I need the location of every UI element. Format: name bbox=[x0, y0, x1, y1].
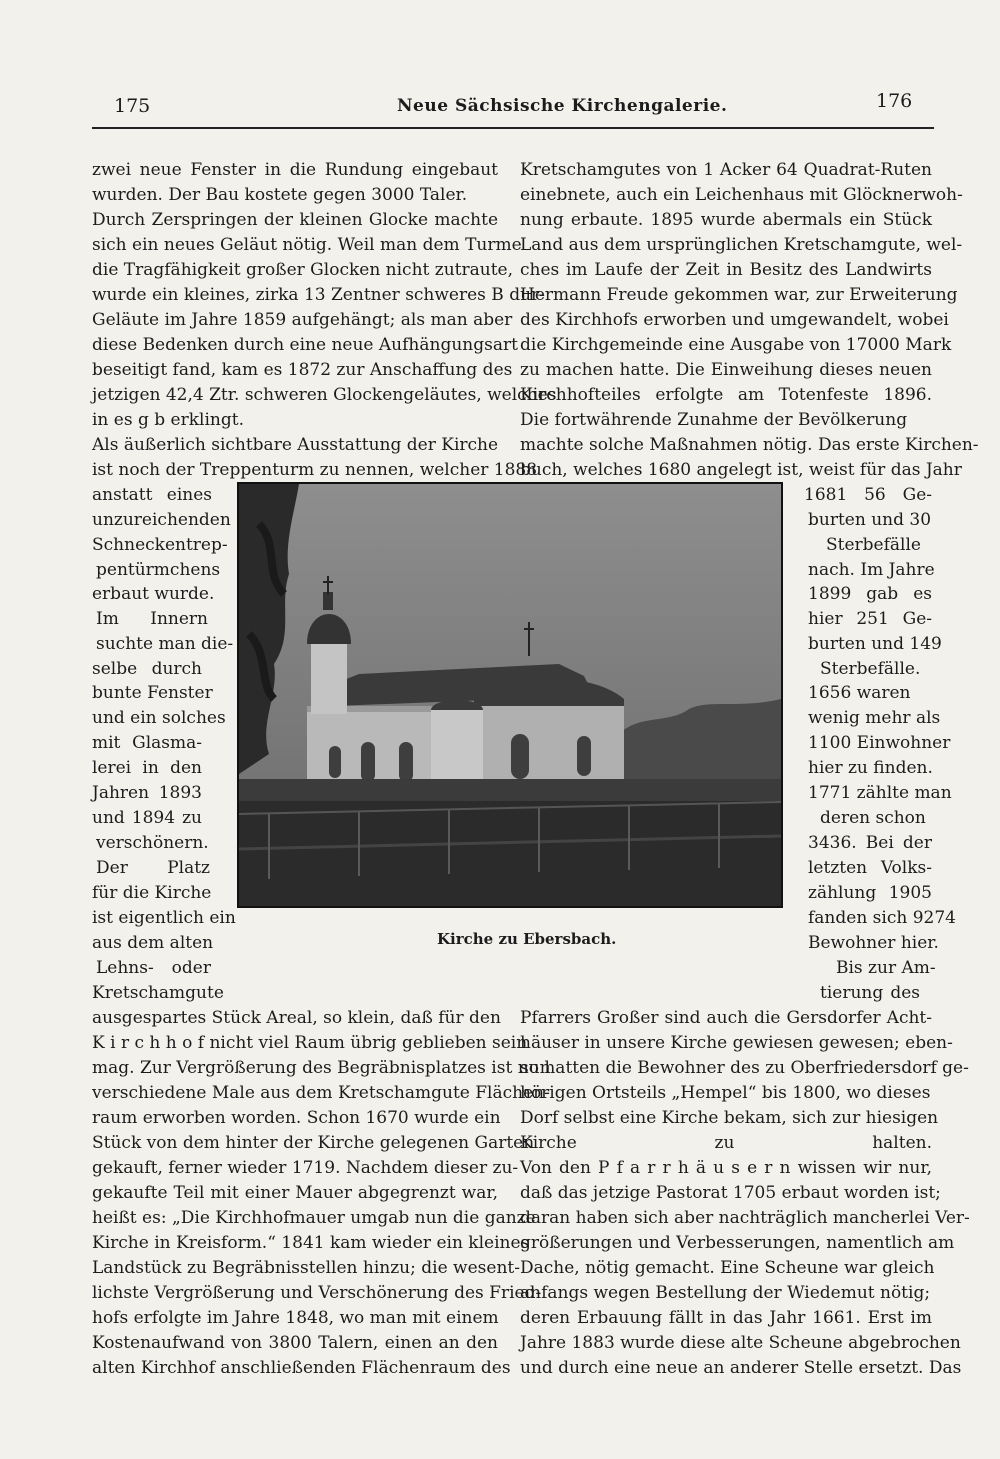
text-line: diese Bedenken durch eine neue Aufhängungsart bbox=[92, 335, 518, 355]
text-line: Sterbefälle. bbox=[820, 659, 921, 679]
text-line: tierung des bbox=[820, 983, 920, 1003]
text-line: selbe durch bbox=[92, 659, 202, 679]
text-line: 1656 waren bbox=[808, 683, 911, 703]
text-line: lichste Vergrößerung und Verschönerung des Fried- bbox=[92, 1283, 542, 1303]
text-line: lerei in den bbox=[92, 758, 202, 778]
text-line: fanden sich 9274 bbox=[808, 908, 956, 928]
text-line: 1899 gab es bbox=[808, 584, 932, 604]
text-line: hörigen Ortsteils „Hempel“ bis 1800, wo dieses bbox=[520, 1083, 931, 1103]
text-line: deren schon bbox=[820, 808, 926, 828]
text-line: burten und 30 bbox=[808, 510, 932, 530]
text-line: Geläute im Jahre 1859 aufgehängt; als man aber bbox=[92, 310, 513, 330]
page-number-right: 176 bbox=[876, 90, 913, 112]
text-line: und ein solches bbox=[92, 708, 226, 728]
text-line: verschönern. bbox=[96, 833, 209, 853]
text-line: zwei neue Fenster in die Rundung eingebaut bbox=[92, 160, 498, 180]
text-line: verschiedene Male aus dem Kretschamgute Flächen- bbox=[92, 1083, 550, 1103]
text-line: in es g b erklingt. bbox=[92, 410, 244, 430]
text-line: Kretschamgute bbox=[92, 983, 224, 1003]
page-number-left: 175 bbox=[114, 95, 151, 117]
text-line: Im Innern bbox=[96, 609, 208, 629]
text-line: Schneckentrep- bbox=[92, 535, 228, 555]
text-line: Kirchhofteiles erfolgte am Totenfeste 1896. bbox=[520, 385, 932, 405]
text-line: buch, welches 1680 angelegt ist, weist für das Jahr bbox=[520, 460, 962, 480]
text-line: Kirche zu halten. bbox=[520, 1133, 932, 1153]
text-line: Sterbefälle bbox=[826, 535, 921, 555]
text-line: und durch eine neue an anderer Stelle ersetzt. Das bbox=[520, 1358, 962, 1378]
text-line: 1681 56 Ge- bbox=[804, 485, 932, 505]
text-line: Jahren 1893 bbox=[92, 783, 202, 803]
text-line: Land aus dem ursprünglichen Kretschamgute, wel- bbox=[520, 235, 963, 255]
text-line: anfangs wegen Bestellung der Wiedemut nötig; bbox=[520, 1283, 931, 1303]
text-line: jetzigen 42,4 Ztr. schweren Glockengeläutes, welches bbox=[92, 385, 557, 405]
text-line: daß das jetzige Pastorat 1705 erbaut worden ist; bbox=[520, 1183, 941, 1203]
text-line: sich ein neues Geläut nötig. Weil man dem Turme bbox=[92, 235, 522, 255]
text-line: zu machen hatte. Die Einweihung dieses neuen bbox=[520, 360, 932, 380]
text-line: so hatten die Bewohner des zu Oberfriedersdorf ge- bbox=[520, 1058, 969, 1078]
text-line: Kostenaufwand von 3800 Talern, einen an den bbox=[92, 1333, 498, 1353]
text-line: hier 251 Ge- bbox=[808, 609, 932, 629]
text-line: Bewohner hier. bbox=[808, 933, 939, 953]
text-line: für die Kirche bbox=[92, 883, 212, 903]
text-line: alten Kirchhof anschließenden Flächenraum des bbox=[92, 1358, 511, 1378]
text-line: Lehns- oder bbox=[96, 958, 211, 978]
text-line: wenig mehr als bbox=[808, 708, 941, 728]
text-line: mag. Zur Vergrößerung des Begräbnisplatzes ist nun bbox=[92, 1058, 551, 1078]
text-line: Der Platz bbox=[96, 858, 210, 878]
text-line: nach. Im Jahre bbox=[808, 560, 935, 580]
text-line: einebnete, auch ein Leichenhaus mit Glöcknerwoh- bbox=[520, 185, 963, 205]
text-line: bunte Fenster bbox=[92, 683, 213, 703]
text-line: Dache, nötig gemacht. Eine Scheune war gleich bbox=[520, 1258, 935, 1278]
text-line: aus dem alten bbox=[92, 933, 214, 953]
text-line: deren Erbauung fällt in das Jahr 1661. Erst im bbox=[520, 1308, 932, 1328]
text-line: gekaufte Teil mit einer Mauer abgegrenzt war, bbox=[92, 1183, 498, 1203]
text-line: suchte man die- bbox=[96, 634, 234, 654]
text-line: ausgespartes Stück Areal, so klein, daß für den bbox=[92, 1008, 501, 1028]
text-line: burten und 149 bbox=[808, 634, 942, 654]
text-line: pentürmchens bbox=[96, 560, 221, 580]
text-line: Von den P f a r r h ä u s e r n wissen wir nur, bbox=[520, 1158, 932, 1178]
text-line: ches im Laufe der Zeit in Besitz des Landwirts bbox=[520, 260, 932, 280]
text-line: zählung 1905 bbox=[808, 883, 932, 903]
text-line: Stück von dem hinter der Kirche gelegenen Garten bbox=[92, 1133, 535, 1153]
text-line: heißt es: „Die Kirchhofmauer umgab nun die ganze bbox=[92, 1208, 536, 1228]
text-line: beseitigt fand, kam es 1872 zur Anschaffung des bbox=[92, 360, 513, 380]
text-line: wurde ein kleines, zirka 13 Zentner schweres B dur- bbox=[92, 285, 545, 305]
text-line: gekauft, ferner wieder 1719. Nachdem dieser zu- bbox=[92, 1158, 519, 1178]
text-line: Jahre 1883 wurde diese alte Scheune abgebrochen bbox=[520, 1333, 961, 1353]
text-line: häuser in unsere Kirche gewiesen gewesen; eben- bbox=[520, 1033, 953, 1053]
text-line: größerungen und Verbesserungen, namentlich am bbox=[520, 1233, 955, 1253]
running-title: Neue Sächsische Kirchengalerie. bbox=[397, 96, 728, 116]
text-line: 3436. Bei der bbox=[808, 833, 932, 853]
text-line: Dorf selbst eine Kirche bekam, sich zur hiesigen bbox=[520, 1108, 939, 1128]
text-line: letzten Volks- bbox=[808, 858, 932, 878]
text-line: ist eigentlich ein bbox=[92, 908, 236, 928]
text-line: Durch Zerspringen der kleinen Glocke machte bbox=[92, 210, 498, 230]
text-line: Kretschamgutes von 1 Acker 64 Quadrat-Ruten bbox=[520, 160, 932, 180]
text-line: anstatt eines bbox=[92, 485, 212, 505]
text-line: raum erworben worden. Schon 1670 wurde ein bbox=[92, 1108, 501, 1128]
text-line: Bis zur Am- bbox=[836, 958, 936, 978]
text-line: Die fortwährende Zunahme der Bevölkerung bbox=[520, 410, 908, 430]
text-line: erbaut wurde. bbox=[92, 584, 215, 604]
text-line: Landstück zu Begräbnisstellen hinzu; die wesent- bbox=[92, 1258, 520, 1278]
text-line: hier zu finden. bbox=[808, 758, 933, 778]
text-line: daran haben sich aber nachträglich mancherlei Ver- bbox=[520, 1208, 970, 1228]
text-line: 1100 Einwohner bbox=[808, 733, 951, 753]
text-line: nung erbaute. 1895 wurde abermals ein Stück bbox=[520, 210, 932, 230]
figure-caption: Kirche zu Ebersbach. bbox=[437, 930, 617, 948]
text-line: die Tragfähigkeit großer Glocken nicht zutraute, bbox=[92, 260, 514, 280]
text-line: wurden. Der Bau kostete gegen 3000 Taler. bbox=[92, 185, 468, 205]
text-line: die Kirchgemeinde eine Ausgabe von 17000 Mark bbox=[520, 335, 952, 355]
text-line: Als äußerlich sichtbare Ausstattung der Kirche bbox=[92, 435, 499, 455]
text-line: unzureichenden bbox=[92, 510, 231, 530]
church-illustration bbox=[239, 484, 781, 906]
text-line: hofs erfolgte im Jahre 1848, wo man mit einem bbox=[92, 1308, 499, 1328]
text-line: K i r c h h o f nicht viel Raum übrig geblieben sein bbox=[92, 1033, 528, 1053]
text-line: Pfarrers Großer sind auch die Gersdorfer Acht- bbox=[520, 1008, 932, 1028]
text-line: 1771 zählte man bbox=[808, 783, 952, 803]
text-line: mit Glasma- bbox=[92, 733, 202, 753]
text-line: des Kirchhofs erworben und umgewandelt, wobei bbox=[520, 310, 949, 330]
text-line: machte solche Maßnahmen nötig. Das erste Kirchen- bbox=[520, 435, 979, 455]
church-photo bbox=[237, 482, 783, 908]
text-line: Hermann Freude gekommen war, zur Erweiterung bbox=[520, 285, 958, 305]
header-rule bbox=[92, 127, 934, 129]
text-line: Kirche in Kreisform.“ 1841 kam wieder ein kleines bbox=[92, 1233, 530, 1253]
text-line: ist noch der Treppenturm zu nennen, welcher 1888 bbox=[92, 460, 538, 480]
text-line: und 1894 zu bbox=[92, 808, 202, 828]
